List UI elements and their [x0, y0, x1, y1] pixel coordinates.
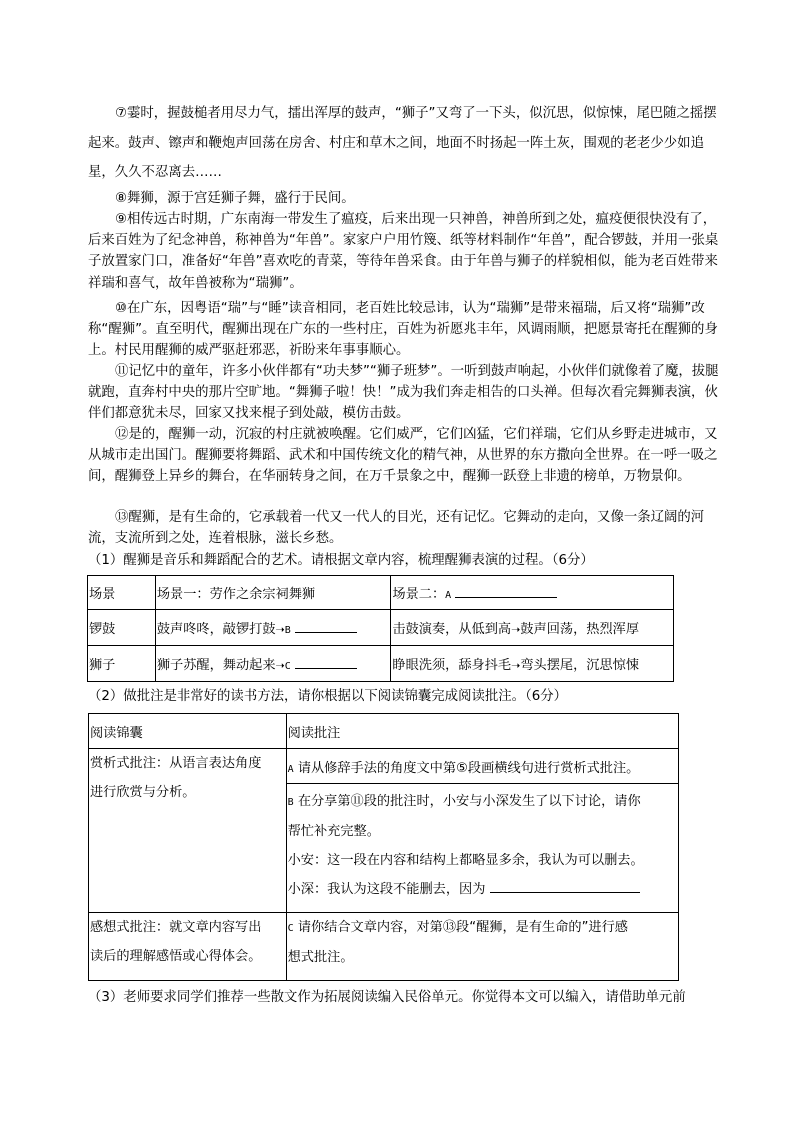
header-tips: 阅读锦囊 — [89, 714, 287, 749]
paragraph-11: ⑪记忆中的童年，许多小伙伴都有“功夫梦”“狮子班梦”。一听到鼓声响起，小伙伴们就像着了魔，拔腿就跑，直奔村中央的那片空旷地。“舞狮子啦！快！”成为我们奔走相告的口头禅。但每次看完舞狮表演，伙伴们都意犹未尽，回家又找来棍子到处敲，模仿击鼓。 — [88, 364, 719, 422]
paragraph-7: ⑦霎时，握鼓槌者用尽力气，擂出浑厚的鼓声，“狮子”又弯了一下头，似沉思，似惊悚，尾巴随之摇摆起来。鼓声、镲声和鞭炮声回荡在房舍、村庄和草木之间，地面不时扬起一阵土灰，围观的老老少少如追星，久久不忍离去…… — [88, 106, 717, 180]
question-3-prompt: （3）老师要求同学们推荐一些散文作为拓展阅读编入民俗单元。你觉得本文可以编入，请借助单元前 — [88, 990, 686, 1005]
drum-text-b: 鼓声回荡，热烈浑厚 — [520, 622, 640, 637]
arrow-icon: ➝ — [275, 659, 285, 672]
answer-blank-b2[interactable] — [490, 880, 640, 893]
paragraph-10: ⑩在广东，因粤语“瑞”与“睡”读音相同，老百姓比较忌讳，认为“瑞狮”是带来福瑞，后又将“瑞狮”改称“醒狮”。直至明代，醒狮出现在广东的一些村庄，百姓为祈愿兆丰年，风调雨顺，把愿景寄托在醒狮的身上。村民用醒狮的威严驱赶邪恶，祈盼来年事事顺心。 — [88, 301, 718, 359]
reflection-tip-line-2: 读后的理解感悟或心得体会。 — [90, 949, 262, 964]
row-label: 狮子 — [88, 646, 156, 682]
appreciation-tip-line-1: 赏析式批注：从语言表达角度 — [90, 756, 262, 771]
answer-blank-a[interactable] — [455, 585, 557, 598]
annotation-a-text: 请从修辞手法的角度文中第⑤段画横线句进行赏析式批注。 — [297, 760, 640, 776]
question-2-prompt: （2）做批注是非常好的读书方法，请你根据以下阅读锦囊完成阅读批注。（6分） — [88, 689, 568, 704]
arrow-icon: ➝ — [511, 659, 521, 672]
reflection-tip-cell — [89, 913, 287, 981]
row-label: 锣鼓 — [88, 610, 156, 646]
annotation-b-line-2: 帮忙补充完整。 — [287, 824, 380, 839]
annotation-c-line-2: 想式批注。 — [287, 950, 354, 965]
drum-text: 鼓声咚咚，敲锣打鼓 — [156, 622, 276, 637]
annotation-table — [88, 713, 679, 981]
annotation-b-line-3: 小安：这一段在内容和结构上都略显多余，我认为可以删去。 — [287, 853, 644, 868]
answer-blank-c[interactable] — [295, 656, 357, 669]
appreciation-tip-line-2: 进行欣赏与分析。 — [90, 785, 196, 800]
table-row-drum — [88, 610, 674, 646]
table-row-a — [89, 749, 679, 784]
drum-text-a: 击鼓演奏，从低到高 — [392, 622, 512, 637]
lion-scene-one-cell — [155, 646, 391, 682]
table-header-row — [89, 714, 679, 749]
table-row-scene — [88, 576, 674, 610]
scene-two-cell — [391, 576, 674, 610]
annotation-b-line-4: 小深：我认为这段不能删去，因为 — [287, 882, 486, 897]
annotation-a-cell — [286, 749, 678, 784]
paragraph-8: ⑧舞狮，源于宫廷狮子舞，盛行于民间。 — [115, 191, 355, 206]
reflection-tip-line-1: 感想式批注：就文章内容写出 — [90, 920, 262, 935]
item-letter-c: C — [287, 923, 294, 934]
scene-two-label: 场景二： — [392, 587, 446, 602]
table-row-lion — [88, 646, 674, 682]
blank-letter-c: C — [284, 661, 291, 672]
header-annotations: 阅读批注 — [286, 714, 678, 749]
annotation-b-line-1: 在分享第⑪段的批注时，小安与小深发生了以下讨论，请你 — [297, 794, 641, 809]
lion-text-a: 睁眼洗须，舔身抖毛 — [392, 658, 512, 673]
blank-letter-b: B — [284, 625, 291, 636]
item-letter-a: A — [287, 763, 294, 775]
paragraph-13: ⑬醒狮，是有生命的，它承载着一代又一代人的目光，还有记忆。它舞动的走向，又像一条辽阔的河流，支流所到之处，连着根脉，滋长乡愁。 — [88, 510, 705, 547]
table-row-c — [89, 913, 679, 981]
performance-process-table — [87, 575, 674, 682]
paragraph-9: ⑨相传远古时期，广东南海一带发生了瘟疫，后来出现一只神兽，神兽所到之处，瘟疫便很快没有了，后来百姓为了纪念神兽，称神兽为“年兽”。家家户户用竹篾、纸等材料制作“年兽”，配合锣鼓，并用一张桌子放置家门口，准备好“年兽”喜欢吃的青菜，等待年兽采食。由于年兽与狮子的样貌相似，能为老百姓带来祥瑞和喜气，故年兽被称为“瑞狮”。 — [88, 212, 719, 291]
drum-scene-one-cell — [155, 610, 391, 646]
drum-scene-two-cell — [391, 610, 674, 646]
blank-letter-a: A — [445, 590, 452, 601]
lion-text-b: 弯头摆尾，沉思惊悚 — [520, 658, 640, 673]
row-label: 场景 — [88, 576, 156, 610]
scene-one-cell: 场景一：劳作之余宗祠舞狮 — [155, 576, 391, 610]
annotation-c-line-1: 请你结合文章内容，对第⑬段“醒狮，是有生命的”进行感 — [297, 920, 628, 935]
paragraph-12: ⑫是的，醒狮一动，沉寂的村庄就被唤醒。它们威严，它们凶猛，它们祥瑞，它们从乡野走进城市，又从城市走出国门。醒狮要将舞蹈、武术和中国传统文化的精气神，从世界的东方撒向全世界。在一呼一吸之间，醒狮登上异乡的舞台，在华丽转身之间，在万千景象之中，醒狮一跃登上非遗的榜单，万物景仰。 — [88, 427, 718, 485]
arrow-icon: ➝ — [511, 623, 521, 636]
item-letter-b: B — [287, 797, 294, 808]
arrow-icon: ➝ — [275, 623, 285, 636]
annotation-b-cell — [286, 784, 678, 913]
annotation-c-cell — [286, 913, 678, 981]
answer-blank-b[interactable] — [295, 620, 357, 633]
appreciation-tip-cell — [89, 749, 287, 913]
lion-text: 狮子苏醒，舞动起来 — [156, 658, 276, 673]
question-1-prompt: （1）醒狮是音乐和舞蹈配合的艺术。请根据文章内容，梳理醒狮表演的过程。（6分） — [88, 553, 594, 568]
lion-scene-two-cell — [391, 646, 674, 682]
